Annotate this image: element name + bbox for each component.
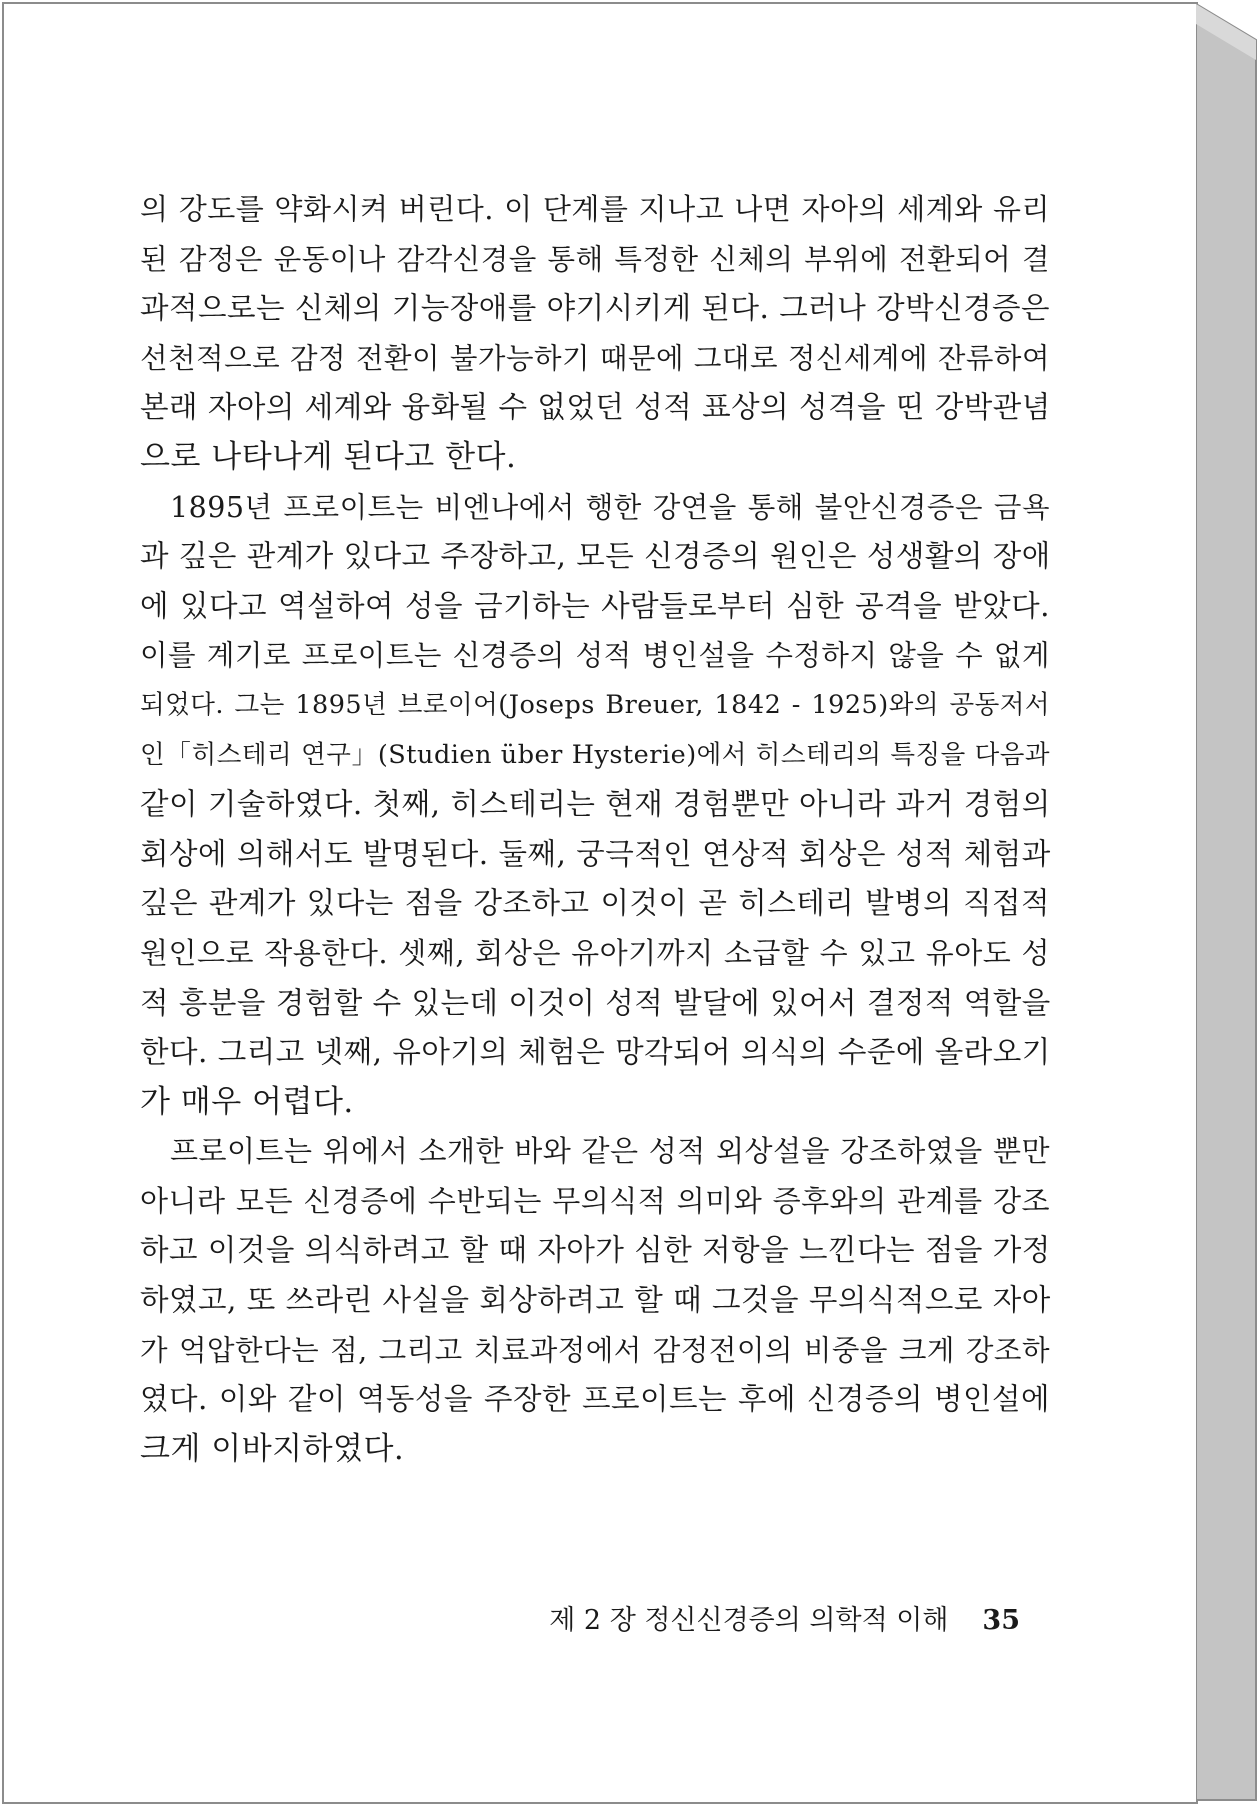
paragraph [140,1127,1050,1474]
text-line: 과적으로는 신체의 기능장애를 야기시키게 된다. 그러나 강박신경증은 [140,291,1051,326]
text-line: 하였고, 또 쓰라린 사실을 회상하려고 할 때 그것을 무의식적으로 자아 [140,1283,1051,1318]
text-line: 에 있다고 역설하여 성을 금기하는 사람들로부터 심한 공격을 받았다. [140,588,1050,623]
text-line: 하고 이것을 의식하려고 할 때 자아가 심한 저항을 느낀다는 점을 가정 [140,1233,1051,1268]
text-line: 깊은 관계가 있다는 점을 강조하고 이것이 곧 히스테리 발병의 직접적 [140,886,1050,921]
text-line: 된 감정은 운동이나 감각신경을 통해 특정한 신체의 부위에 전환되어 결 [140,242,1050,276]
paragraph [140,185,1050,483]
text-line: 프로이트는 위에서 소개한 바와 같은 성적 외상설을 강조하였을 뿐만 [170,1134,1050,1169]
text-line: 크게 이바지하였다. [140,1430,405,1467]
text-line: 한다. 그리고 넷째, 유아기의 체험은 망각되어 의식의 수준에 올라오기 [140,1035,1051,1070]
running-title: 제 2 장 정신신경증의 의학적 이해 [549,1605,949,1636]
text-line: 같이 기술하였다. 첫째, 히스테리는 현재 경험뿐만 아니라 과거 경험의 [140,787,1051,822]
text-line: 으로 나타나게 된다고 한다. [140,438,517,475]
text-line: 본래 자아의 세계와 융화될 수 없었던 성적 표상의 성격을 띤 강박관념 [140,390,1051,425]
paragraph [140,483,1050,1128]
text-line: 선천적으로 감정 전환이 불가능하기 때문에 그대로 정신세계에 잔류하여 [140,341,1050,375]
text-line: 였다. 이와 같이 역동성을 주장한 프로이트는 후에 신경증의 병인설에 [140,1382,1050,1417]
page-number: 35 [982,1605,1020,1636]
text-line: 아니라 모든 신경증에 수반되는 무의식적 의미와 증후와의 관계를 강조 [140,1183,1050,1218]
text-line: 인「히스테리 연구」(Studien über Hysterie)에서 히스테리의 특징을 다음과 [140,739,1050,770]
text-line: 의 강도를 약화시켜 버린다. 이 단계를 지나고 나면 자아의 세계와 유리 [140,192,1050,226]
text-line: 되었다. 그는 1895년 브로이어(Joseps Breuer, 1842 - 1925)와의 공동저서 [140,689,1050,720]
text-line: 회상에 의해서도 발명된다. 둘째, 궁극적인 연상적 회상은 성적 체험과 [140,836,1051,871]
body-text [140,185,1050,1474]
text-line: 1895년 프로이트는 비엔나에서 행한 강연을 통해 불안신경증은 금욕 [170,490,1050,524]
text-line: 과 깊은 관계가 있다고 주장하고, 모든 신경증의 원인은 성생활의 장애 [140,539,1051,574]
text-line: 적 흥분을 경험할 수 있는데 이것이 성적 발달에 있어서 결정적 역할을 [140,985,1051,1020]
text-line: 원인으로 작용한다. 셋째, 회상은 유아기까지 소급할 수 있고 유아도 성 [140,935,1050,970]
text-line: 가 억압한다는 점, 그리고 치료과정에서 감정전이의 비중을 크게 강조하 [140,1333,1050,1367]
text-line: 가 매우 어렵다. [140,1083,354,1120]
page-footer [549,1598,1020,1637]
book-spine-edge [1196,0,1260,1806]
text-line: 이를 계기로 프로이트는 신경증의 성적 병인설을 수정하지 않을 수 없게 [140,639,1050,673]
